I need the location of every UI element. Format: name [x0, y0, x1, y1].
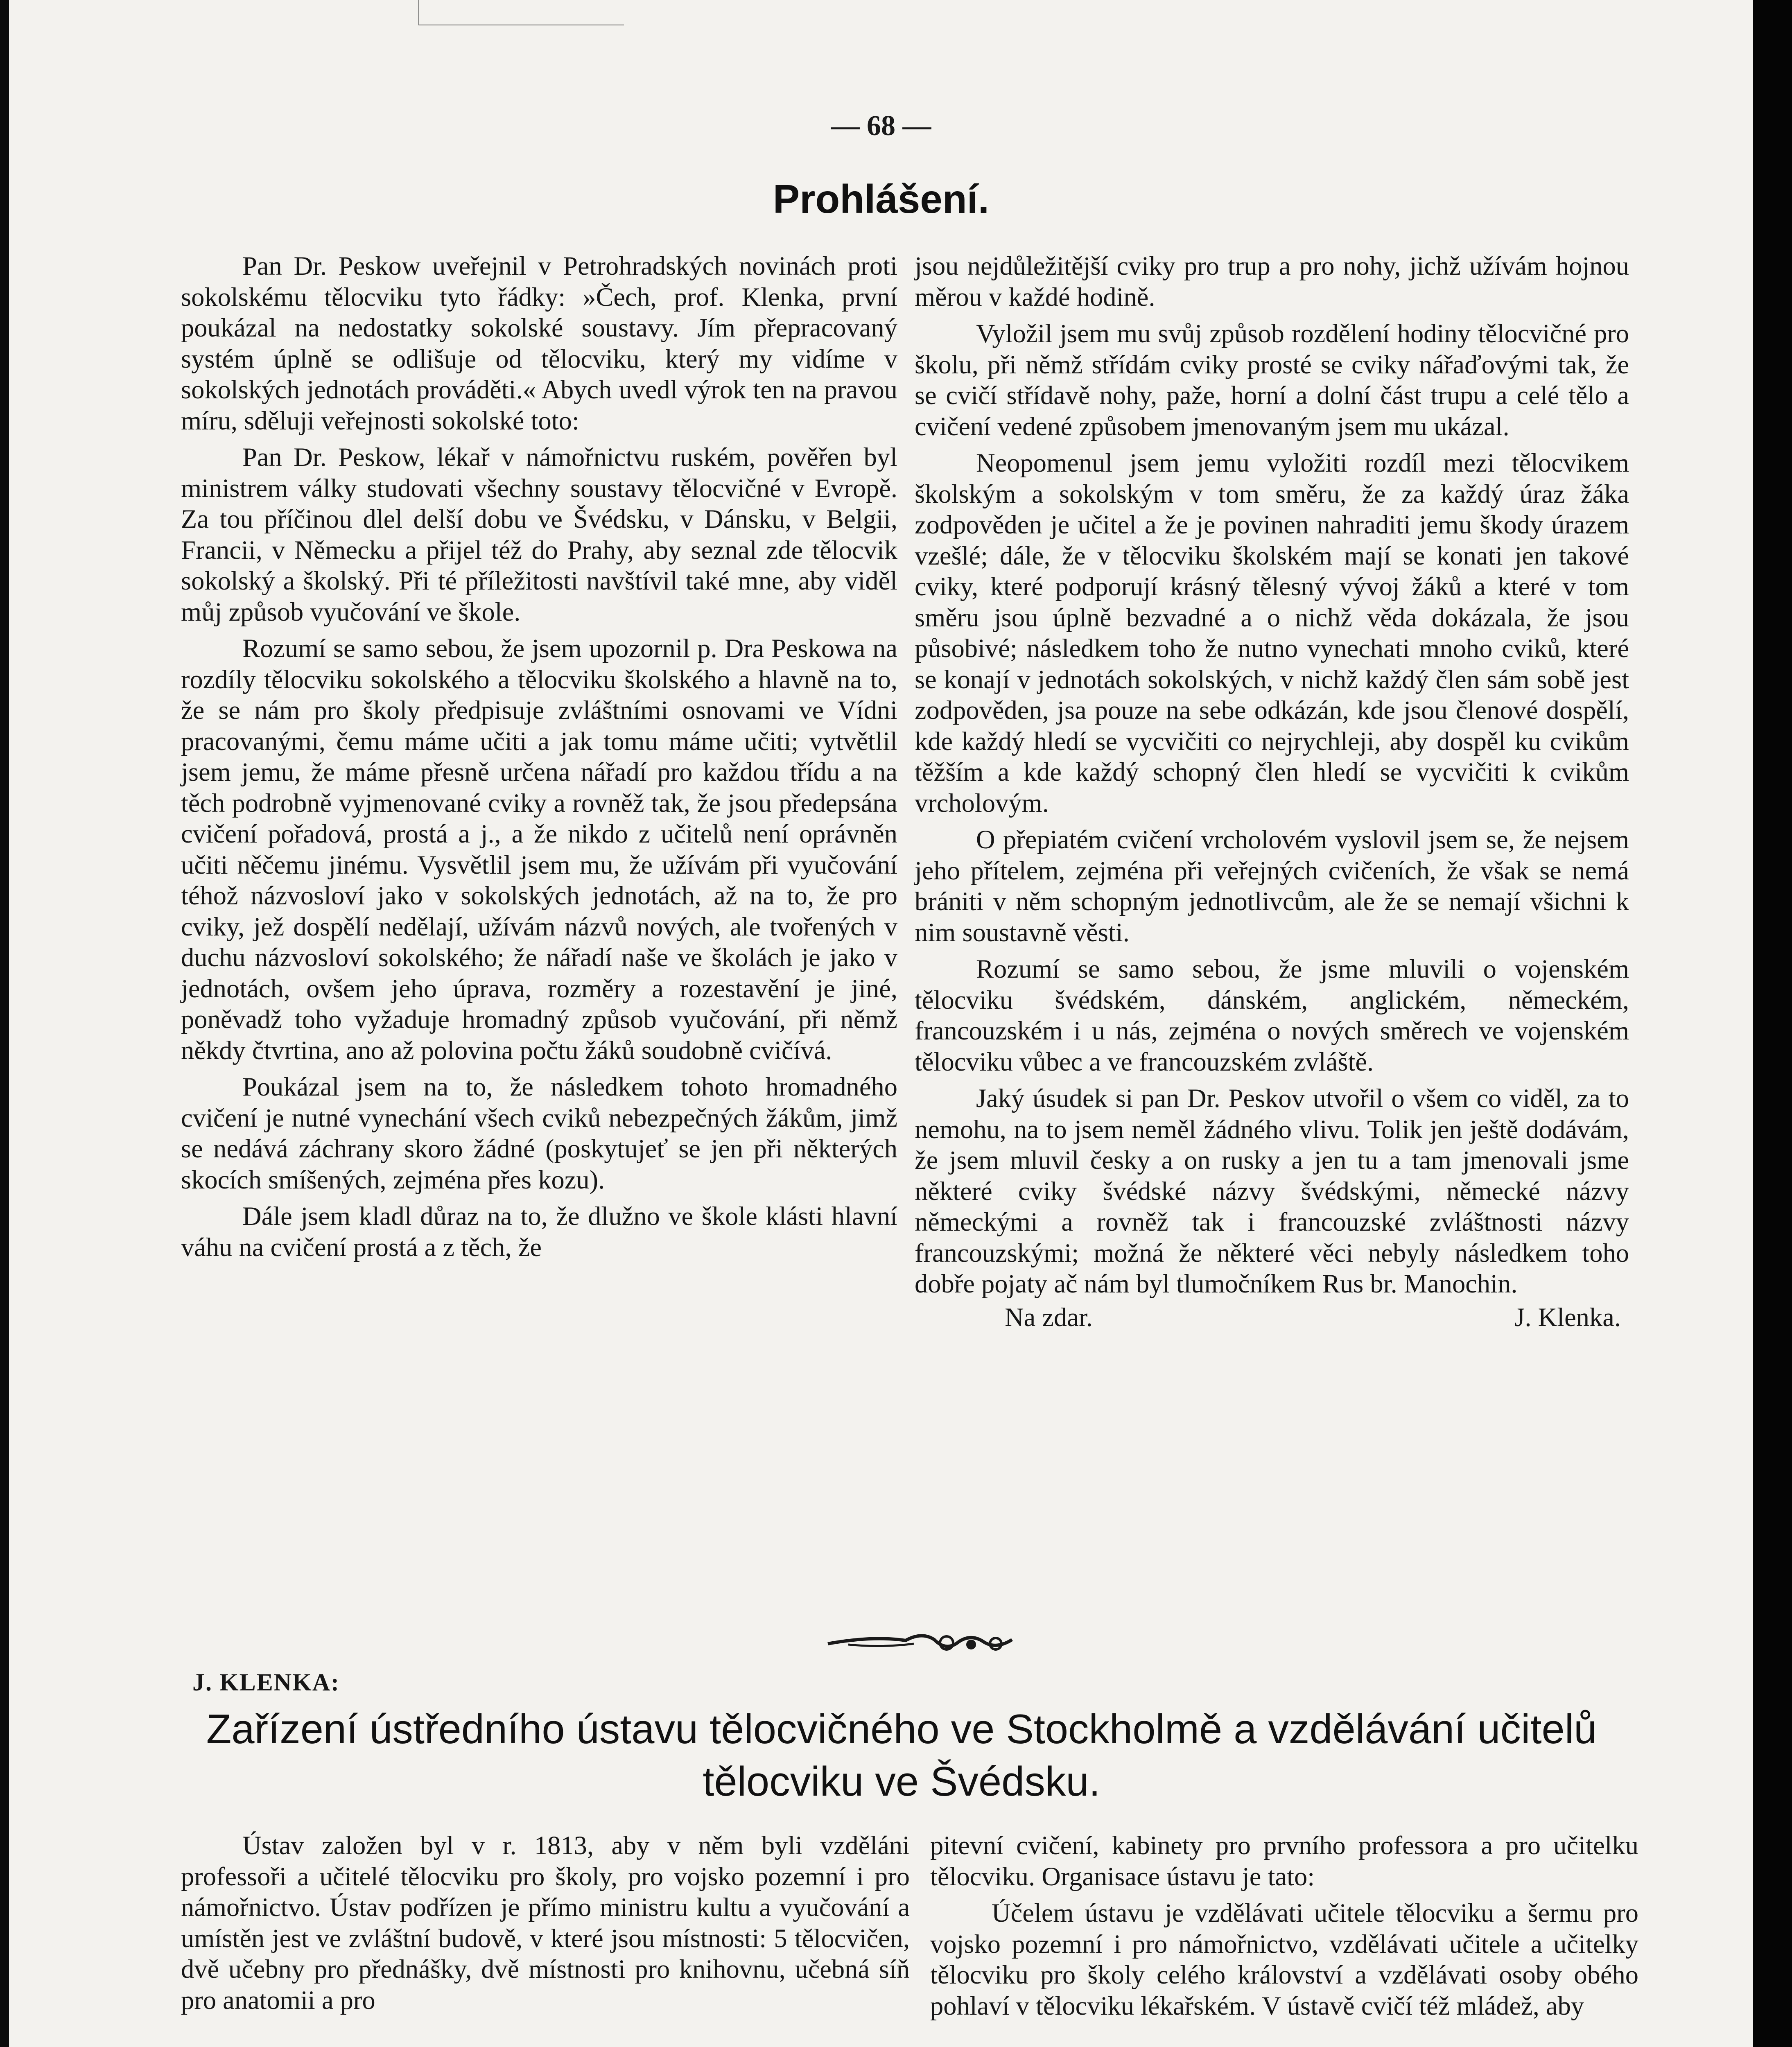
section-title-prohlaseni: Prohlášení. — [773, 176, 990, 221]
paragraph: O přepiatém cvičení vrcholovém vyslovil jsem se, že nejsem jeho přítelem, zejména při veřejných cvičeních, že však se nemá brániti v něm schopným jednotlivcům, ale že se nemají všichni k nim soustavně věsti. — [915, 825, 1629, 947]
scanned-page — [9, 0, 1753, 2047]
article2-left-column — [181, 1830, 910, 2015]
article1-left-column — [181, 251, 897, 1263]
paragraph: Dále jsem kladl důraz na to, že dlužno ve škole klásti hlavní váhu na cvičení prostá a z těch, že — [181, 1202, 897, 1262]
page-number: — 68 — — [831, 110, 931, 142]
ornament-divider-icon — [824, 1623, 1016, 1660]
article1-right-column — [915, 251, 1629, 1333]
paragraph-continued: jsou nejdůležitější cviky pro trup a pro nohy, jichž užívám hojnou měrou v každé hodině. — [915, 251, 1629, 312]
paragraph: Rozumí se samo sebou, že jsme mluvili o vojenském tělocviku švédském, dánském, anglickém, německém, francouzském i u nás, zejména o nových směrech ve vojenském tělocviku vůbec a ve francouzském zvláště. — [915, 954, 1629, 1076]
paragraph-continued: pitevní cvičení, kabinety pro prvního professora a pro učitelku tělocviku. Organisace ústavu je tato: — [930, 1831, 1638, 1891]
section-title-zarizeni: Zařízení ústředního ústavu tělocvičného ve Stockholmě a vzdělávání učitelů tělocviku ve Švédsku. — [206, 1706, 1597, 1805]
paragraph: Pan Dr. Peskow uveřejnil v Petrohradských novinách proti sokolskému tělocviku tyto řádky: »Čech, prof. Klenka, první poukázal na nedostatky sokolské soustavy. Jím přepracovaný systém úplně se odlišuje od tělocviku, který my vidíme v sokolských jednotách prováděti.« Abych uvedl výrok ten na pravou míru, sděluji veřejnosti sokolské toto: — [181, 251, 897, 435]
paragraph: Poukázal jsem na to, že následkem tohoto hromadného cvičení je nutné vynechání všech cviků nebezpečných žákům, jimž se nedává záchrany skoro žádné (poskytujeť se jen při některých skocích smíšených, zejména přes kozu). — [181, 1072, 897, 1194]
author-signature: J. Klenka. — [1514, 1302, 1621, 1332]
paragraph: Ústav založen byl v r. 1813, aby v něm byli vzděláni professoři a učitelé tělocviku pro školy, pro vojsko pozemní i pro námořnictvo. Ústav podřízen je přímo ministru kultu a vyučování a umístěn jest ve zvláštní budově, v které jsou místnosti: 5 tělocvičen, dvě učebny pro přednášky, dvě místnosti pro knihovnu, učebná síň pro anatomii a pro — [181, 1831, 910, 2015]
article2-right-column — [930, 1830, 1638, 2021]
signature-line — [915, 1302, 1629, 1333]
closing-greeting: Na zdar. — [1005, 1302, 1093, 1332]
paragraph: Rozumí se samo sebou, že jsem upozornil p. Dra Peskowa na rozdíly tělocviku sokolského a tělocviku školského a hlavně na to, že se nám pro školy předpisuje zvláštními osnovami ve Vídni pracovanými, čemu máme učiti a jak tomu máme učiti; vytvětlil jsem jemu, že máme přesně určena nářadí pro každou třídu a na těch podrobně vyjmenované cviky a rovněž tak, že jsou předepsána cvičení pořadová, prostá a j., a že nikdo z učitelů není oprávněn učiti něčemu jinému. Vysvětlil jsem mu, že užívám při vyučování téhož názvosloví jako v sokolských jednotách, až na to, že pro cviky, jež dospělí nedělají, užívám názvů nových, ale tvořených v duchu názvosloví sokolského; že nářadí naše ve školách je jako v jednotách, ovšem jeho úprava, rozměry a rozestavění je jiné, poněvadž toho vyžaduje hromadný způsob vyučování, při němž někdy čtvrtina, ano až polovina počtu žáků soudobně cvičívá. — [181, 634, 897, 1065]
paragraph: Jaký úsudek si pan Dr. Peskov utvořil o všem co viděl, za to nemohu, na to jsem neměl žádného vlivu. Tolik jen ještě dodávám, že jsem mluvil česky a on rusky a jen tu a tam jmenovali jsme některé cviky švédské názvy švédskými, německé názvy německými a rovněž tak i francouzské zvláštnosti názvy francouzskými; možná že některé věci nebyly následkem toho dobře pojaty ač nám byl tlumočníkem Rus br. Manochin. — [915, 1084, 1629, 1298]
paragraph: Pan Dr. Peskow, lékař v námořnictvu ruském, pověřen byl ministrem války studovati všechny soustavy tělocvičné v Evropě. Za tou příčinou dlel delší dobu ve Švédsku, v Dánsku, v Belgii, Francii, v Německu a přijel též do Prahy, aby seznal zde tělocvik sokolský a školský. Při té příležitosti navštívil také mne, aby viděl můj způsob vyučování ve škole. — [181, 443, 897, 626]
paragraph: Vyložil jsem mu svůj způsob rozdělení hodiny tělocvičné pro školu, při němž střídám cviky prosté se cviky nářaďovými tak, že se cvičí střídavě nohy, paže, horní a dolní část trupu a celé tělo a cvičení vedené způsobem jmenovaným jsem mu ukázal. — [915, 319, 1629, 441]
article2-byline: J. KLENKA: — [192, 1669, 340, 1696]
scan-border — [1753, 0, 1792, 2047]
paragraph: Neopomenul jsem jemu vyložiti rozdíl mezi tělocvikem školským a sokolským v tom směru, že za každý úraz žáka zodpověden je učitel a že je povinen nahraditi jemu škody úrazem vzešlé; dále, že v tělocviku školském mají se konati jen takové cviky, které podporují krásný tělesný vývoj žáků a které v tom směru jsou úplně bezvadné a o nichž věda dokázala, že jsou působivé; následkem toho že nutno vynechati mnoho cviků, které se konají v jednotách sokolských, v nichž každý člen sám sobě jest zodpověden, jsa pouze na sebe odkázán, kde jsou členové dospělí, kde každý hledí se vycvičiti co nejrychleji, aby dospěl ku cvikům těžším a kde každý schopný člen hledí se vycvičiti k cvikům vrcholovým. — [915, 448, 1629, 818]
scan-edge-mark — [418, 0, 624, 25]
paragraph: Účelem ústavu je vzdělávati učitele tělocviku a šermu pro vojsko pozemní i pro námořnictvo, vzdělávati učitele a učitelky tělocviku pro školy celého království a vzdělávati osoby obého pohlaví v tělocviku lékařském. V ústavě cvičí též mládež, aby — [930, 1898, 1638, 2020]
